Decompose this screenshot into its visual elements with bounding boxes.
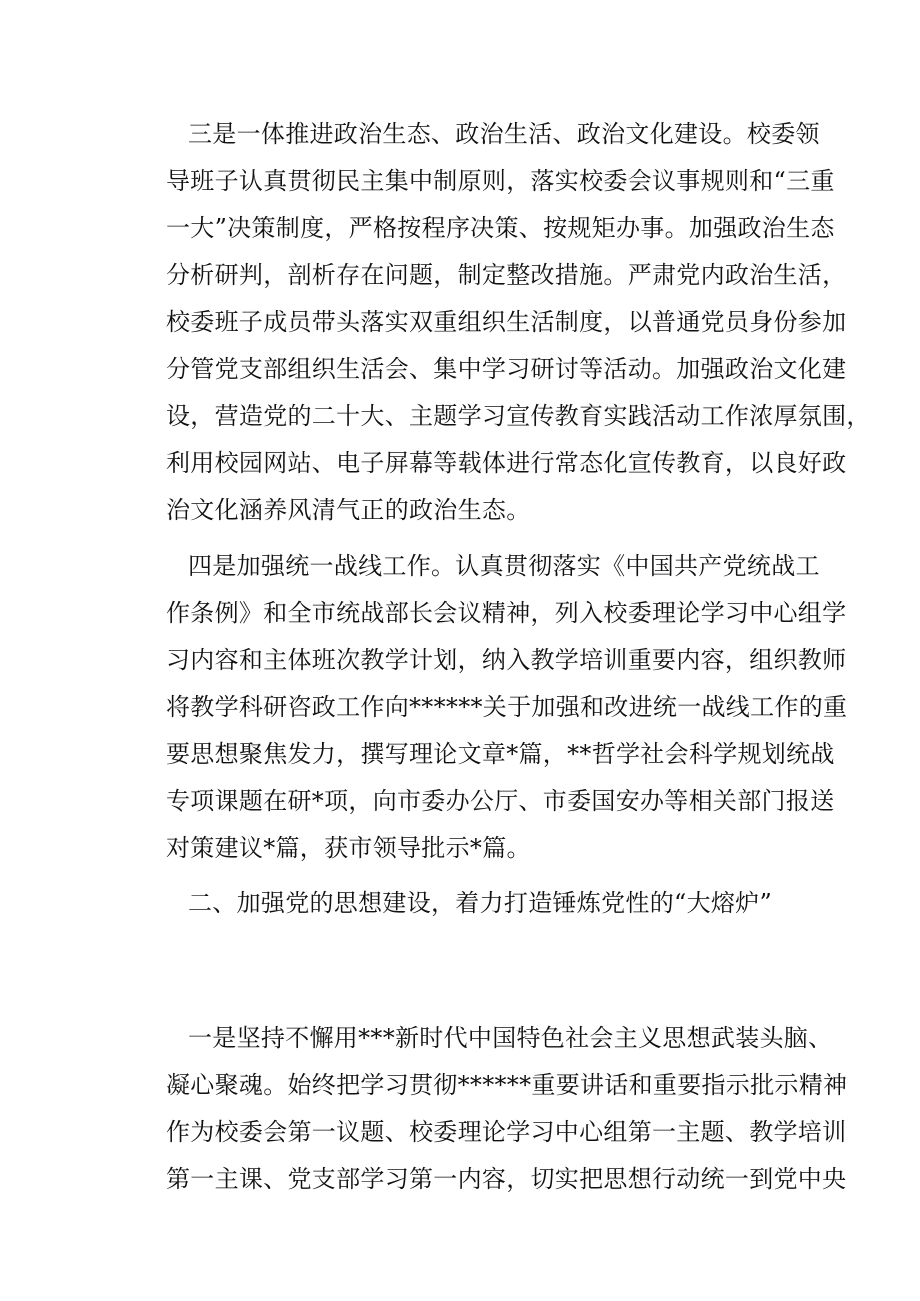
section-heading — [166, 880, 806, 927]
text-line: 一是坚持不懈用***新时代中国特色社会主义思想武装头脑、 — [188, 1024, 833, 1052]
paragraph-political-ecology — [166, 111, 871, 534]
text-line: 作条例》和全市统战部长会议精神，列入校委理论学习中心组学 — [166, 599, 847, 627]
text-line: 对策建议*篇，获市领导批示*篇。 — [166, 834, 531, 862]
text-line: 分析研判，剖析存在问题，制定整改措施。严肃党内政治生活， — [166, 261, 847, 289]
text-line: 作为校委会第一议题、校委理论学习中心组第一主题、教学培训 — [166, 1118, 847, 1146]
text-line: 治文化涵养风清气正的政治生态。 — [166, 496, 531, 524]
section-heading-text: 二、加强党的思想建设，着力打造锤炼党性的“大熔炉” — [188, 889, 773, 917]
text-line: 利用校园网站、电子屏幕等载体进行常态化宣传教育，以良好政 — [166, 449, 847, 477]
text-line: 专项课题在研*项，向市委办公厅、市委国安办等相关部门报送 — [166, 787, 835, 815]
text-line: 要思想聚焦发力，撰写理论文章*篇，**哲学社会科学规划统战 — [166, 740, 835, 768]
paragraph-thought-armed — [166, 1015, 848, 1203]
text-line: 将教学科研咨政工作向******关于加强和改进统一战线工作的重 — [166, 693, 848, 721]
text-line: 导班子认真贯彻民主集中制原则，落实校委会议事规则和“三重 — [166, 167, 835, 195]
text-line: 第一主课、党支部学习第一内容，切实把思想行动统一到党中央 — [166, 1165, 847, 1193]
text-line: 分管党支部组织生活会、集中学习研讨等活动。加强政治文化建 — [166, 355, 847, 383]
text-line: 设，营造党的二十大、主题学习宣传教育实践活动工作浓厚氛围， — [166, 402, 871, 430]
text-line: 一大”决策制度，严格按程序决策、按规矩办事。加强政治生态 — [166, 214, 835, 242]
text-line: 校委班子成员带头落实双重组织生活制度，以普通党员身份参加 — [166, 308, 847, 336]
text-line: 四是加强统一战线工作。认真贯彻落实《中国共产党统战工 — [188, 552, 820, 580]
text-line: 习内容和主体班次教学计划，纳入教学培训重要内容，组织教师 — [166, 646, 847, 674]
text-line: 凝心聚魂。始终把学习贯彻******重要讲话和重要指示批示精神 — [166, 1071, 848, 1099]
paragraph-united-front — [166, 543, 848, 872]
text-line: 三是一体推进政治生态、政治生活、政治文化建设。校委领 — [188, 120, 820, 148]
